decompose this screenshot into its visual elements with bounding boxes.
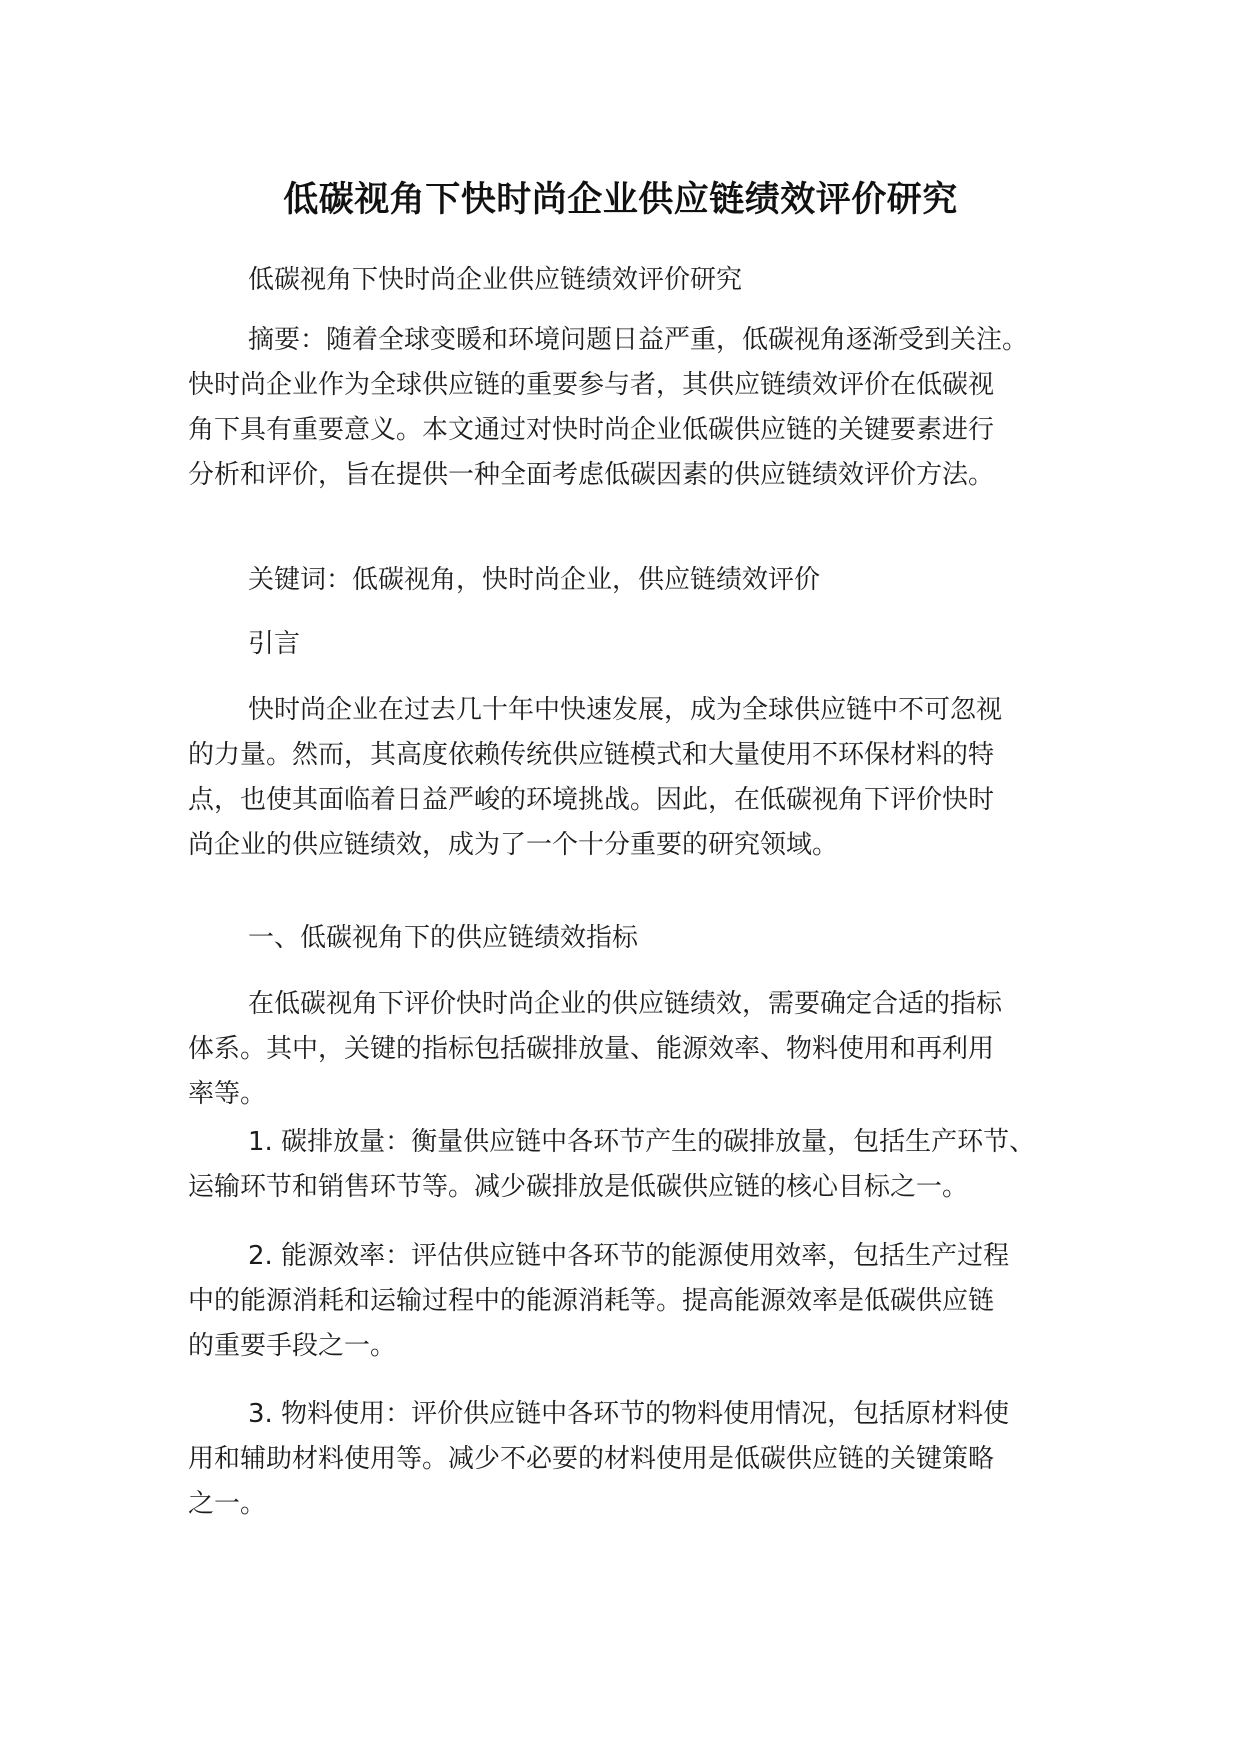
paragraph-line: 点，也使其面临着日益严峻的环境挑战。因此，在低碳视角下评价快时 bbox=[188, 785, 995, 815]
paragraph-line: 率等。 bbox=[188, 1079, 267, 1109]
heading-introduction bbox=[188, 622, 300, 667]
list-item-material-use bbox=[188, 1392, 1009, 1527]
paragraph-line: 体系。其中，关键的指标包括碳排放量、能源效率、物料使用和再利用 bbox=[188, 1034, 995, 1064]
paragraph-line: 用和辅助材料使用等。减少不必要的材料使用是低碳供应链的关键策略 bbox=[188, 1444, 995, 1474]
document-title: 低碳视角下快时尚企业供应链绩效评价研究 bbox=[283, 180, 958, 220]
paragraph-line: 摘要：随着全球变暖和环境问题日益严重，低碳视角逐渐受到关注。 bbox=[248, 325, 1029, 355]
paragraph-line: 在低碳视角下评价快时尚企业的供应链绩效，需要确定合适的指标 bbox=[248, 989, 1003, 1019]
paragraph-line: 3. 物料使用：评价供应链中各环节的物料使用情况，包括原材料使 bbox=[248, 1399, 1010, 1429]
list-item-energy-efficiency bbox=[188, 1234, 1009, 1369]
paragraph-line: 关键词：低碳视角，快时尚企业，供应链绩效评价 bbox=[248, 565, 821, 595]
paragraph-section-1 bbox=[188, 982, 1002, 1117]
list-item-carbon-emission bbox=[188, 1120, 1035, 1210]
paragraph-line: 角下具有重要意义。本文通过对快时尚企业低碳供应链的关键要素进行 bbox=[188, 415, 995, 445]
paragraph-line: 快时尚企业作为全球供应链的重要参与者，其供应链绩效评价在低碳视 bbox=[188, 370, 995, 400]
paragraph-line: 快时尚企业在过去几十年中快速发展，成为全球供应链中不可忽视 bbox=[248, 695, 1003, 725]
paragraph-line: 2. 能源效率：评估供应链中各环节的能源使用效率，包括生产过程 bbox=[248, 1241, 1010, 1271]
paragraph-introduction bbox=[188, 688, 1002, 868]
paragraph-subtitle bbox=[188, 258, 742, 303]
paragraph-keywords bbox=[188, 558, 820, 603]
paragraph-line: 的力量。然而，其高度依赖传统供应链模式和大量使用不环保材料的特 bbox=[188, 740, 995, 770]
paragraph-line: 之一。 bbox=[188, 1489, 267, 1519]
heading-section-1 bbox=[188, 916, 638, 961]
paragraph-line: 低碳视角下快时尚企业供应链绩效评价研究 bbox=[248, 265, 743, 295]
paragraph-line: 运输环节和销售环节等。减少碳排放是低碳供应链的核心目标之一。 bbox=[188, 1172, 969, 1202]
paragraph-line: 引言 bbox=[248, 629, 301, 659]
paragraph-line: 的重要手段之一。 bbox=[188, 1331, 397, 1361]
paragraph-line: 尚企业的供应链绩效，成为了一个十分重要的研究领域。 bbox=[188, 830, 839, 860]
paragraph-line: 分析和评价，旨在提供一种全面考虑低碳因素的供应链绩效评价方法。 bbox=[188, 460, 995, 490]
paragraph-line: 中的能源消耗和运输过程中的能源消耗等。提高能源效率是低碳供应链 bbox=[188, 1286, 995, 1316]
paragraph-line: 一、低碳视角下的供应链绩效指标 bbox=[248, 923, 639, 953]
paragraph-line: 1. 碳排放量：衡量供应链中各环节产生的碳排放量，包括生产环节、 bbox=[248, 1127, 1036, 1157]
paragraph-abstract bbox=[188, 318, 1028, 498]
